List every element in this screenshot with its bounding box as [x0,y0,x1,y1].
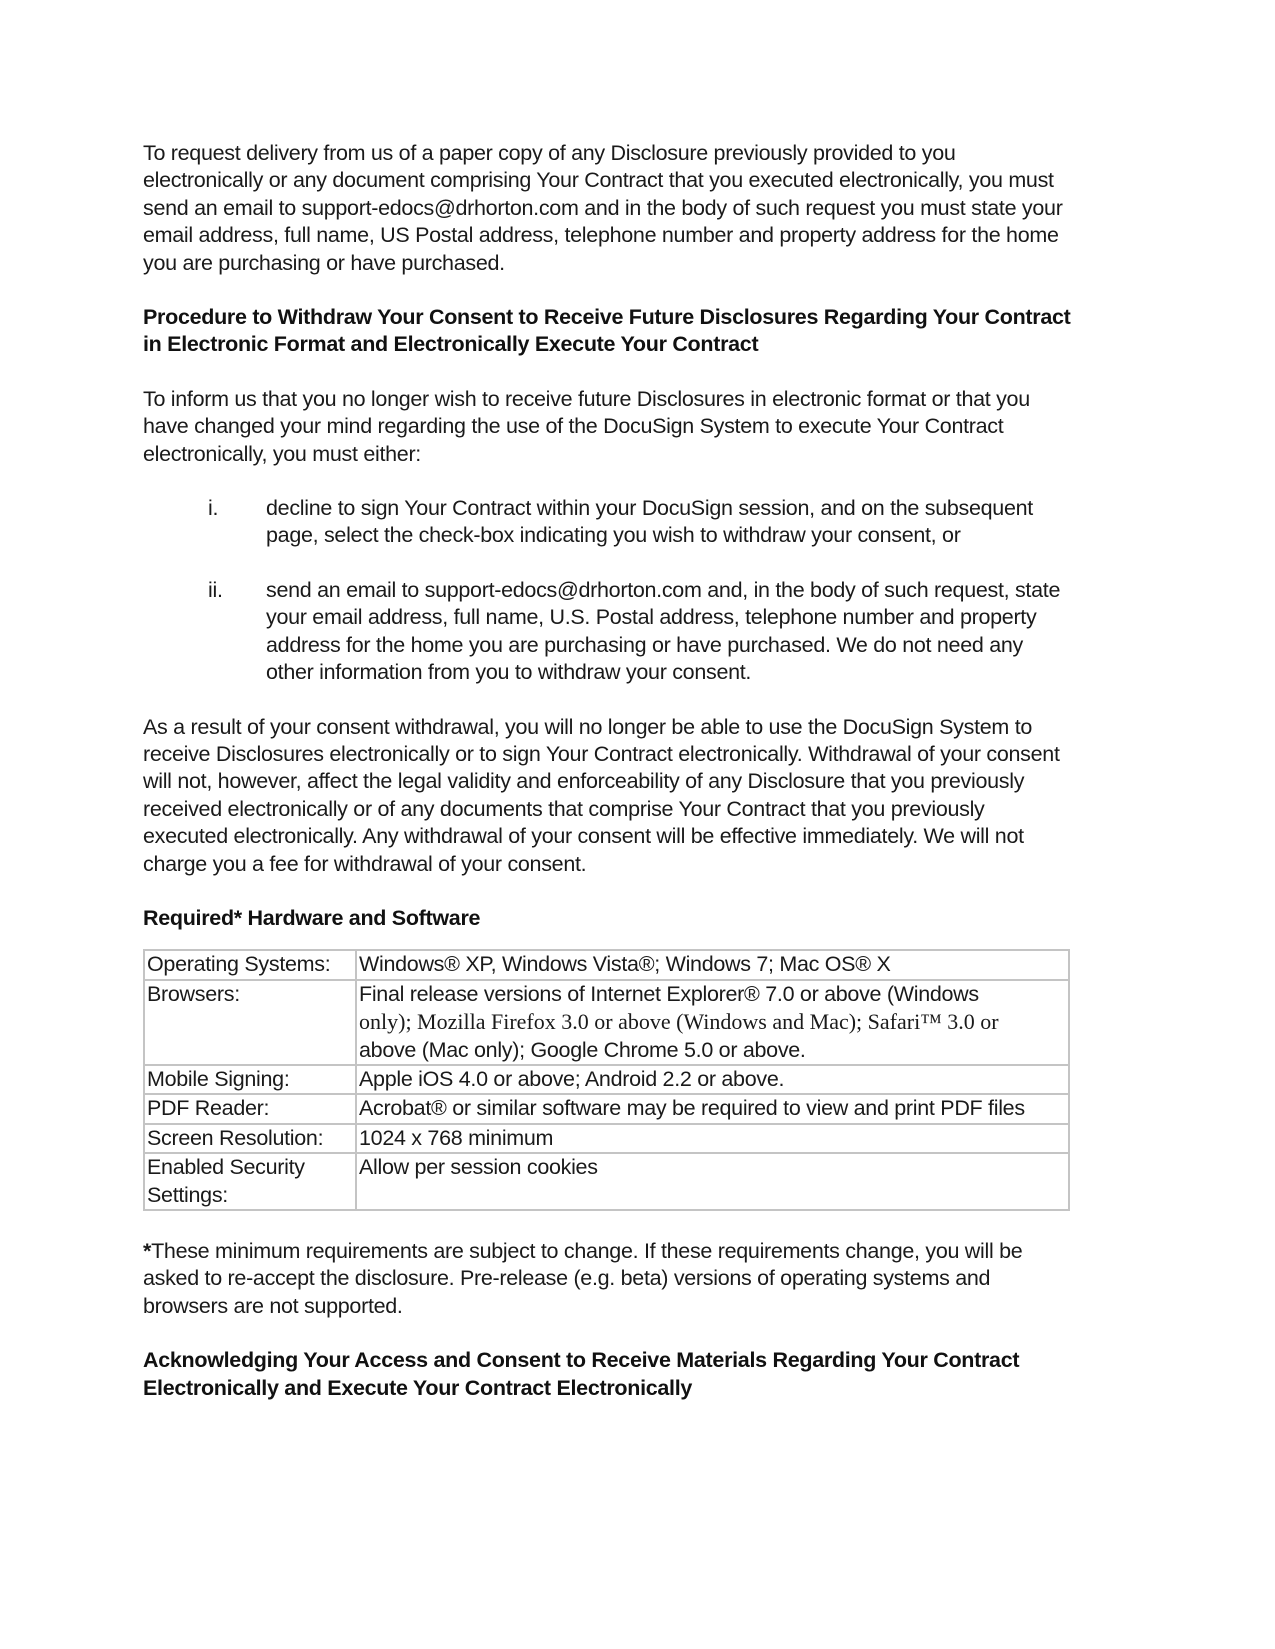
paper-copy-paragraph: To request delivery from us of a paper copy of any Disclosure previously provided to you electronically or any document comprising Your Contract that you executed electronically, you must send an email to support-edocs@drhorton.com and in the body of such request you must state your email address, full name, US Postal address, telephone number and property address for the home you are purchasing or have purchased. [143,141,1063,275]
footnote-text: These minimum requirements are subject to change. If these requirements change, you will be asked to re-accept the disclosure. Pre-release (e.g. beta) versions of operating systems and browsers are not supported. [143,1239,1023,1318]
browsers-line-2: only); Mozilla Firefox 3.0 or above (Windows and Mac); Safari™ 3.0 or [359,1009,999,1035]
table-row [144,1094,1069,1123]
requirement-label: Operating Systems: [144,950,356,979]
list-item-text: decline to sign Your Contract within your DocuSign session, and on the subsequent page, select the check-box indicating you wish to withdraw your consent, or [266,496,1033,548]
requirement-label: Browsers: [144,980,356,1065]
list-marker: i. [208,496,219,521]
acknowledging-heading: Acknowledging Your Access and Consent to Receive Materials Regarding Your Contract Electronically and Execute Your Contract Electronically [143,1348,1020,1400]
withdraw-options-list [143,495,1073,686]
table-row [144,1065,1069,1094]
requirements-footnote [143,1238,1073,1320]
requirement-label: PDF Reader: [144,1094,356,1123]
browsers-line-3: above (Mac only); Google Chrome 5.0 or above. [359,1037,806,1062]
list-item [143,495,1073,550]
table-row [144,950,1069,979]
requirement-label: Mobile Signing: [144,1065,356,1094]
requirement-value: 1024 x 768 minimum [356,1124,1069,1153]
list-marker: ii. [208,577,223,602]
withdraw-result-paragraph: As a result of your consent withdrawal, you will no longer be able to use the DocuSign System to receive Disclosures electronically or to sign Your Contract electronically. Withdrawal of your consent will not, however, affect the legal validity and enforceability of any Disclosure that you previously received electronically or of any documents that comprise Your Contract that you previously executed electronically. Any withdrawal of your consent will be effective immediately. We will not charge you a fee for withdrawal of your consent. [143,714,1060,876]
document-page [143,140,1073,1429]
requirements-heading: Required* Hardware and Software [143,905,481,930]
footnote-asterisk: * [143,1239,152,1263]
requirement-value: Apple iOS 4.0 or above; Android 2.2 or above. [356,1065,1069,1094]
requirement-label: Screen Resolution: [144,1124,356,1153]
browsers-line-1: Final release versions of Internet Explorer® 7.0 or above (Windows [359,981,979,1006]
requirement-value: Windows® XP, Windows Vista®; Windows 7; Mac OS® X [356,950,1069,979]
requirement-value: Acrobat® or similar software may be required to view and print PDF files [356,1094,1069,1123]
table-row [144,1153,1069,1210]
table-row [144,980,1069,1065]
withdraw-consent-heading: Procedure to Withdraw Your Consent to Receive Future Disclosures Regarding Your Contract in Electronic Format and Electronically Execute Your Contract [143,305,1071,357]
table-row [144,1124,1069,1153]
withdraw-intro-paragraph: To inform us that you no longer wish to receive future Disclosures in electronic format or that you have changed your mind regarding the use of the DocuSign System to execute Your Contract electronically, you must either: [143,386,1030,466]
list-item [143,577,1073,687]
list-item-text: send an email to support-edocs@drhorton.com and, in the body of such request, state your email address, full name, U.S. Postal address, telephone number and property address for the home you are purchasing or have purchased. We do not need any other information from you to withdraw your consent. [266,577,1061,685]
requirement-value: Allow per session cookies [356,1153,1069,1210]
requirements-table [143,949,1070,1211]
requirement-label: Enabled Security Settings: [144,1153,356,1210]
requirement-value [356,980,1069,1065]
